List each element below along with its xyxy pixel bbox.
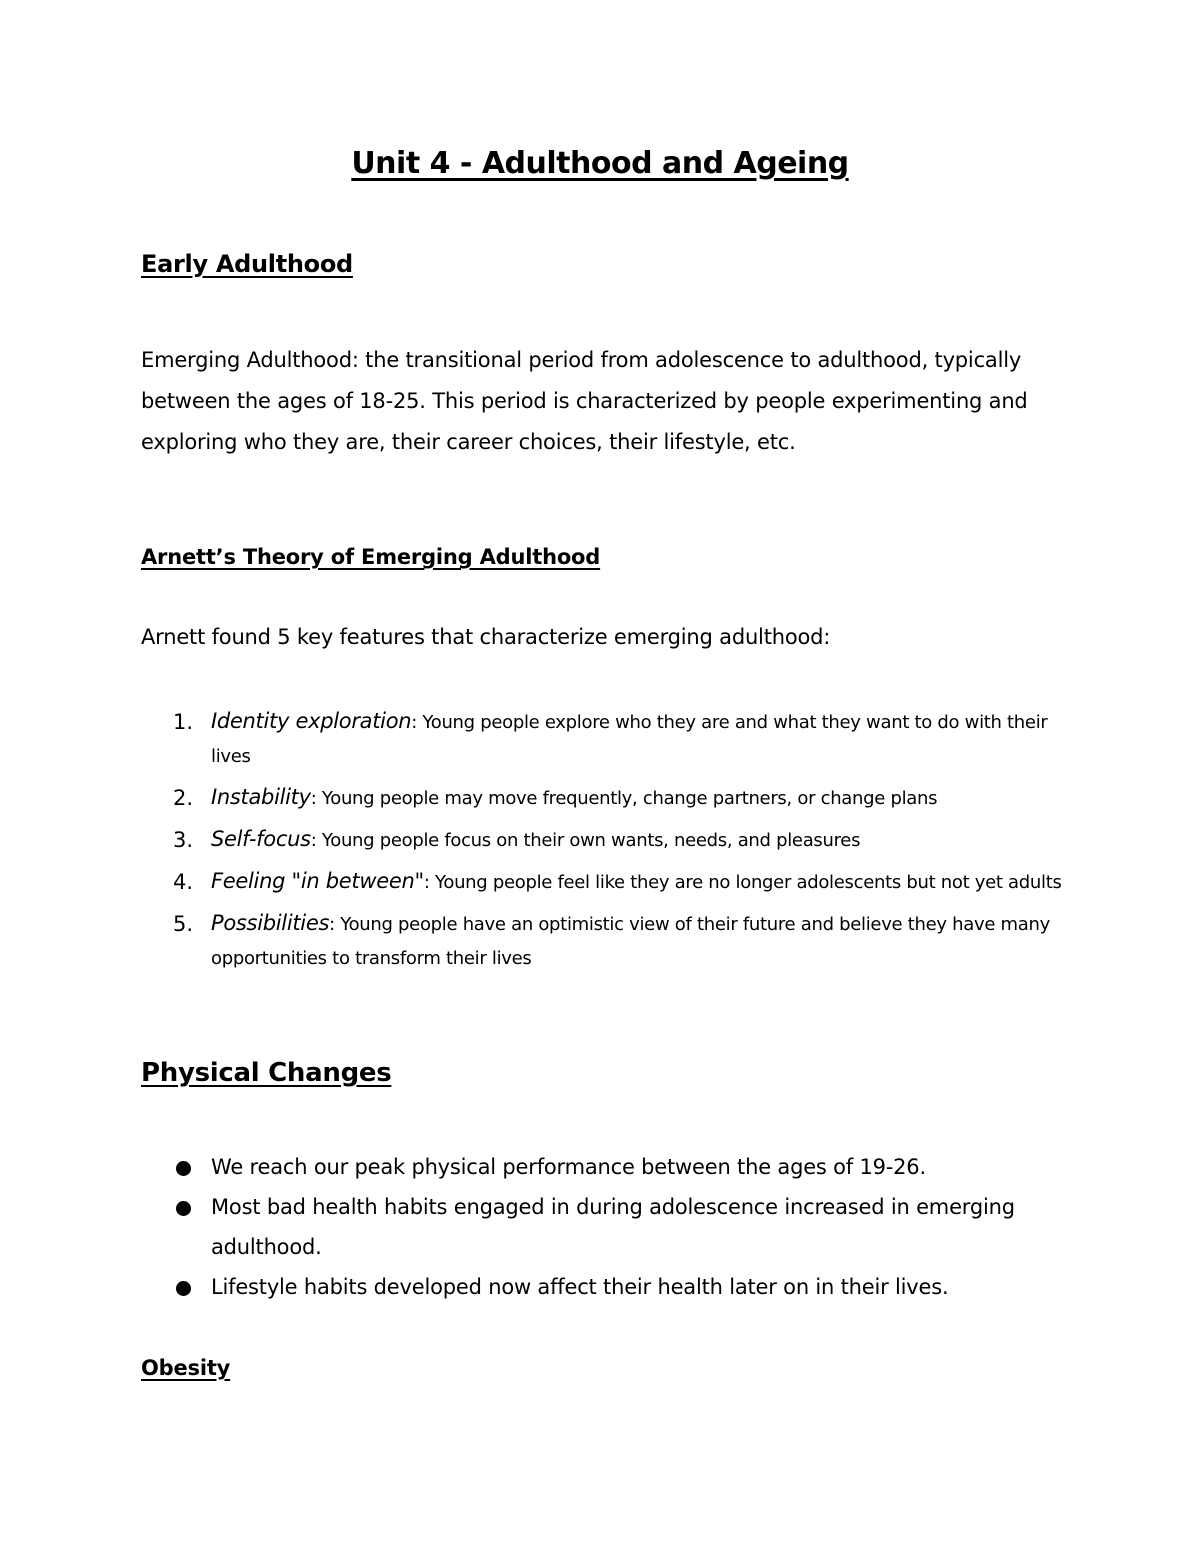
bullet-text: Lifestyle habits developed now affect their health later on in their lives. bbox=[211, 1275, 949, 1299]
feature-term: Feeling "in between" bbox=[211, 869, 424, 893]
feature-description: : Young people explore who they are and what they want to do with their lives bbox=[211, 712, 1048, 767]
feature-term: Instability bbox=[211, 785, 311, 809]
list-item-number: 4. bbox=[173, 870, 194, 894]
list-item bbox=[141, 1187, 1071, 1267]
feature-description: : Young people have an optimistic view of their future and believe they have many opportunities to transform their lives bbox=[211, 914, 1050, 969]
page-title: Unit 4 - Adulthood and Ageing bbox=[351, 146, 849, 181]
arnett-intro: Arnett found 5 key features that characterize emerging adulthood: bbox=[141, 625, 831, 649]
bullet-text: Most bad health habits engaged in during adolescence increased in emerging adulthood. bbox=[211, 1195, 1015, 1259]
list-item bbox=[141, 1147, 1071, 1187]
bullet-text: We reach our peak physical performance between the ages of 19-26. bbox=[211, 1155, 926, 1179]
bullet-icon bbox=[176, 1281, 191, 1296]
feature-term: Identity exploration bbox=[211, 709, 412, 733]
list-item bbox=[141, 864, 1071, 900]
list-item bbox=[141, 906, 1071, 976]
list-item-number: 5. bbox=[173, 912, 194, 936]
feature-term: Self-focus bbox=[211, 827, 311, 851]
subheading-obesity: Obesity bbox=[141, 1356, 231, 1380]
subheading-arnett-theory: Arnett’s Theory of Emerging Adulthood bbox=[141, 545, 601, 569]
feature-description: : Young people may move frequently, change partners, or change plans bbox=[310, 788, 938, 809]
feature-description: : Young people focus on their own wants, needs, and pleasures bbox=[310, 830, 861, 851]
section-heading-physical-changes: Physical Changes bbox=[141, 1058, 392, 1088]
emerging-adulthood-definition: Emerging Adulthood: the transitional period from adolescence to adulthood, typically between the ages of 18-25. This period is characterized by people experimenting and exploring who they are, their career choices, their lifestyle, etc. bbox=[141, 348, 1028, 454]
physical-changes-list bbox=[141, 1147, 1071, 1307]
list-item-number: 3. bbox=[173, 828, 194, 852]
features-list bbox=[141, 704, 1071, 982]
list-item bbox=[141, 1267, 1071, 1307]
list-item bbox=[141, 822, 1071, 858]
list-item-number: 2. bbox=[173, 786, 194, 810]
list-item bbox=[141, 704, 1071, 774]
feature-description: : Young people feel like they are no longer adolescents but not yet adults bbox=[423, 872, 1062, 893]
bullet-icon bbox=[176, 1161, 191, 1176]
list-item bbox=[141, 780, 1071, 816]
feature-term: Possibilities bbox=[211, 911, 330, 935]
section-heading-early-adulthood: Early Adulthood bbox=[141, 250, 353, 278]
list-item-number: 1. bbox=[173, 710, 194, 734]
bullet-icon bbox=[176, 1201, 191, 1216]
